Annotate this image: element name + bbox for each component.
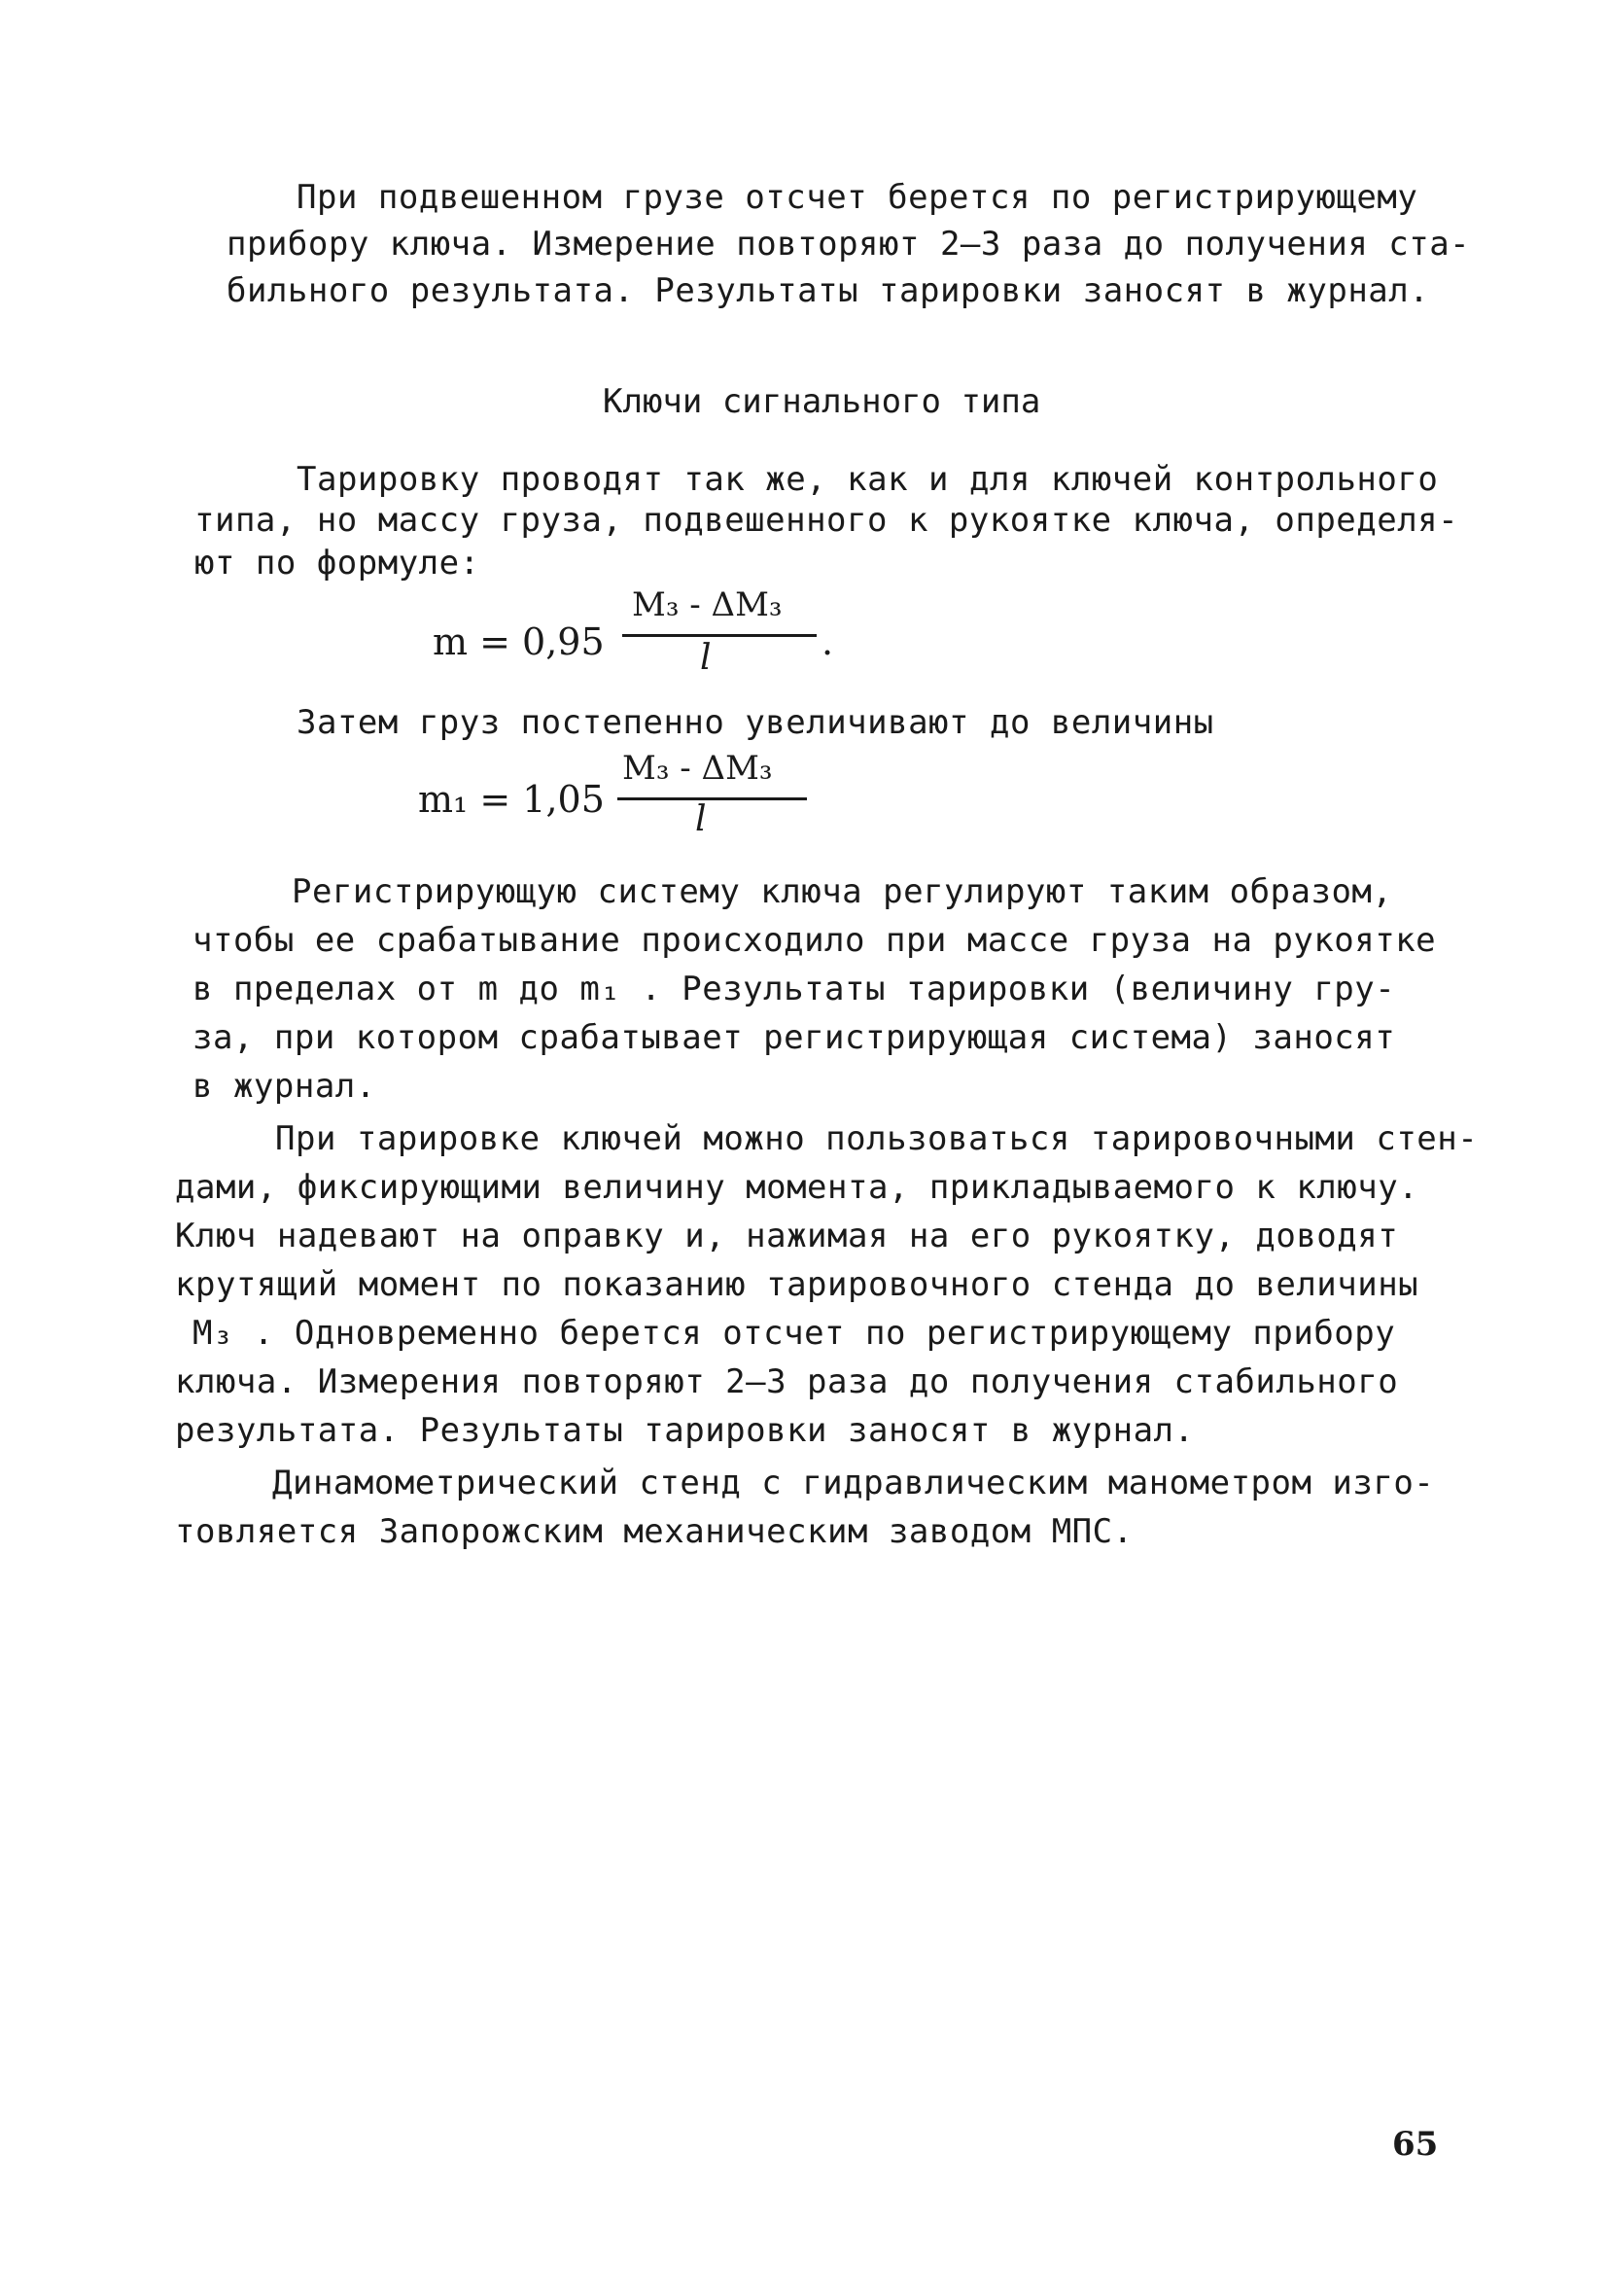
formula-1-numerator: M₃ - ΔM₃ bbox=[632, 585, 783, 624]
formula-2 bbox=[413, 749, 821, 856]
paragraph-6-line-2: товляется Запорожским механическим заводом МПС. bbox=[175, 1512, 1134, 1551]
paragraph-5-line-3: Ключ надевают на оправку и, нажимая на его рукоятку, доводят bbox=[175, 1217, 1399, 1255]
paragraph-4-line-2: чтобы ее срабатывание происходило при массе груза на рукоятке bbox=[192, 921, 1437, 960]
paragraph-1-line-2: прибору ключа. Измерение повторяют 2–3 раза до получения ста- bbox=[227, 225, 1471, 264]
paragraph-5-line-7: результата. Результаты тарировки заносят в журнал. bbox=[175, 1411, 1195, 1450]
paragraph-1-line-3: бильного результата. Результаты тарировки заносят в журнал. bbox=[227, 271, 1430, 310]
paragraph-2-line-3: ют по формуле: bbox=[194, 544, 480, 583]
paragraph-5-line-1: При тарировке ключей можно пользоваться тарировочными стен- bbox=[275, 1119, 1479, 1158]
page-number: 65 bbox=[1392, 2125, 1439, 2164]
formula-2-lhs: m₁ = 1,05 bbox=[418, 778, 605, 821]
paragraph-5-line-5: M₃ . Одновременно берется отсчет по регистрирующему прибору bbox=[192, 1314, 1396, 1353]
formula-2-fraction-bar bbox=[617, 797, 807, 800]
formula-2-numerator: M₃ - ΔM₃ bbox=[622, 749, 773, 788]
formula-1-period: . bbox=[821, 620, 834, 663]
paragraph-4-line-5: в журнал. bbox=[192, 1067, 376, 1106]
formula-1-lhs: m = 0,95 bbox=[433, 620, 605, 663]
paragraph-5-line-6: ключа. Измерения повторяют 2–3 раза до получения стабильного bbox=[175, 1362, 1399, 1401]
formula-1-fraction-bar bbox=[622, 634, 817, 637]
paragraph-3: Затем груз постепенно увеличивают до величины bbox=[297, 703, 1214, 742]
paragraph-2-line-2: типа, но массу груза, подвешенного к рукоятке ключа, определя- bbox=[194, 501, 1459, 540]
paragraph-6-line-1: Динамометрический стенд с гидравлическим манометром изго- bbox=[272, 1464, 1435, 1502]
formula-2-denominator: l bbox=[695, 799, 707, 839]
formula-1-denominator: l bbox=[700, 638, 712, 678]
paragraph-5-line-4: крутящий момент по показанию тарировочного стенда до величины bbox=[175, 1265, 1419, 1304]
paragraph-5-line-2: дами, фиксирующими величину момента, прикладываемого к ключу. bbox=[175, 1168, 1419, 1207]
formula-1 bbox=[428, 583, 875, 690]
paragraph-4-line-1: Регистрирующую систему ключа регулируют таким образом, bbox=[292, 872, 1393, 911]
paragraph-4-line-3: в пределах от m до m₁ . Результаты тарировки (величину гру- bbox=[192, 970, 1396, 1008]
paragraph-2-line-1: Тарировку проводят так же, как и для ключей контрольного bbox=[297, 460, 1439, 499]
paragraph-1-line-1: При подвешенном грузе отсчет берется по регистрирующему bbox=[297, 178, 1418, 217]
section-heading: Ключи сигнального типа bbox=[603, 382, 1041, 421]
paragraph-4-line-4: за, при котором срабатывает регистрирующая система) заносят bbox=[192, 1018, 1396, 1057]
